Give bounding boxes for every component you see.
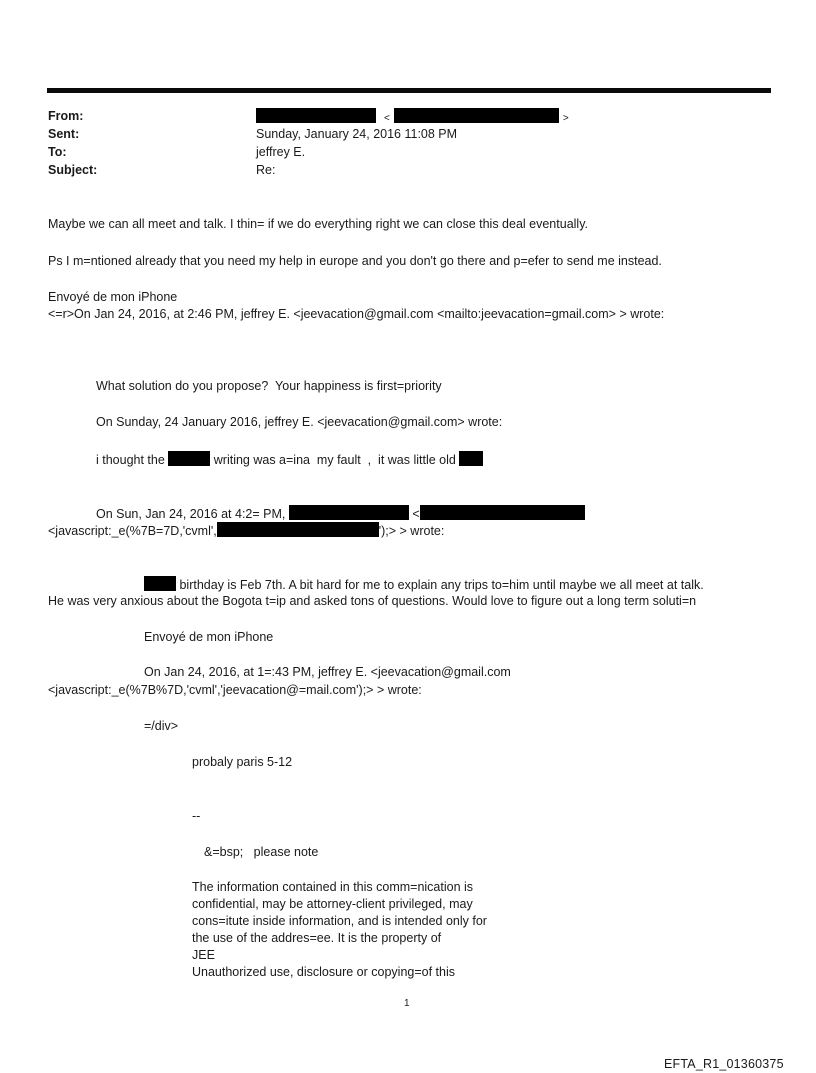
disclaimer-line: The information contained in this comm=nication is (192, 880, 474, 894)
body-line: Ps I m=ntioned already that you need my help in europe and you don't go there and p=efer to send me instead. (48, 254, 662, 268)
body-line: Maybe we can all meet and talk. I thin= if we do everything right we can close this deal eventually. (48, 217, 588, 231)
disclaimer-line: the use of the addres=ee. It is the property of (192, 931, 442, 945)
signature-line: Envoyé de mon iPhone (144, 630, 274, 644)
disclaimer-line: Unauthorized use, disclosure or copying=of this (192, 965, 455, 979)
quote-header (48, 522, 444, 539)
body-line: probaly paris 5-12 (192, 755, 293, 769)
document-id: EFTA_R1_01360375 (664, 1057, 784, 1071)
text-fragment: <javascript:_e(%7B=7D,'cvml', (48, 524, 217, 538)
disclaimer-line: confidential, may be attorney-client privileged, may (192, 897, 473, 911)
body-line: =/div> (144, 719, 179, 733)
signature-separator: -- (192, 809, 201, 823)
quote-header: On Jan 24, 2016, at 1=:43 PM, jeffrey E. <jeevacation@gmail.com (144, 665, 511, 679)
from-value (256, 108, 569, 126)
signature-line: Envoyé de mon iPhone (48, 290, 178, 304)
from-gt: > (562, 113, 569, 124)
redaction-box (394, 108, 559, 123)
text-fragment: ');> > wrote: (378, 524, 445, 538)
to-value: jeffrey E. (256, 145, 306, 159)
text-fragment: On Sun, Jan 24, 2016 at 4:2= PM, (96, 507, 289, 521)
page-number: 1 (404, 998, 410, 1009)
subject-label: Subject: (48, 163, 98, 177)
quote-header: <=r>On Jan 24, 2016, at 2:46 PM, jeffrey E. <jeevacation@gmail.com <mailto:jeevacation=gmail.com> > wrote: (48, 307, 665, 321)
sent-value: Sunday, January 24, 2016 11:08 PM (256, 127, 458, 141)
redaction-box (168, 451, 210, 466)
text-fragment: writing was a=ina my fault , it was little old (210, 453, 460, 467)
subject-value: Re: (256, 163, 276, 177)
body-line: What solution do you propose? Your happiness is first=priority (96, 379, 442, 393)
redaction-box (144, 576, 176, 591)
text-fragment: birthday is Feb 7th. A bit hard for me to explain any trips to=him until maybe we all meet at talk. (176, 578, 704, 592)
redaction-box (289, 505, 409, 520)
from-label: From: (48, 109, 84, 123)
text-fragment: < (408, 507, 420, 521)
quote-header: <javascript:_e(%7B%7D,'cvml','jeevacation@=mail.com');> > wrote: (48, 683, 422, 697)
redaction-box (217, 522, 379, 537)
redaction-box (420, 505, 585, 520)
text-fragment: i thought the (96, 453, 169, 467)
body-line (96, 451, 483, 468)
redaction-box (459, 451, 483, 466)
disclaimer-line: cons=itute inside information, and is intended only for (192, 914, 487, 928)
quote-header: On Sunday, 24 January 2016, jeffrey E. <jeevacation@gmail.com> wrote: (96, 415, 503, 429)
sent-label: Sent: (48, 127, 80, 141)
from-lt: < (384, 113, 390, 124)
to-label: To: (48, 145, 67, 159)
disclaimer-line: JEE (192, 948, 215, 962)
body-line: He was very anxious about the Bogota t=ip and asked tons of questions. Would love to figure out a long term soluti=n (48, 594, 697, 608)
body-line (144, 576, 704, 593)
quote-header (96, 505, 585, 522)
body-line: &=bsp; please note (204, 845, 319, 859)
redaction-box (256, 108, 376, 123)
header-rule (47, 88, 771, 93)
